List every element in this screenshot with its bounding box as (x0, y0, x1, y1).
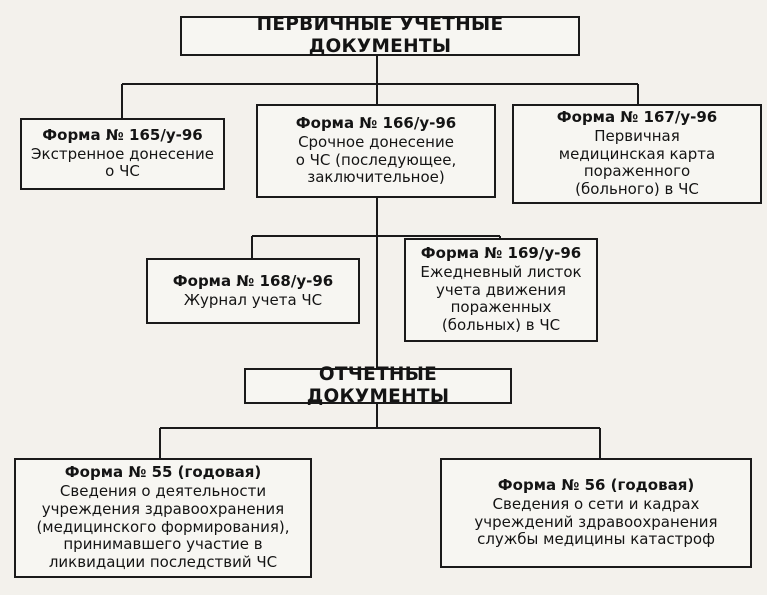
form-55-box (14, 458, 312, 578)
primary-documents-header: ПЕРВИЧНЫЕ УЧЕТНЫЕ ДОКУМЕНТЫ (180, 16, 580, 56)
form-166-description: Срочное донесение о ЧС (последующее, заключительное) (295, 132, 457, 187)
form-168-description: Журнал учета ЧС (183, 290, 323, 309)
form-56-description: Сведения о сети и кадрах учреждений здравоохранения службы медицины катастроф (474, 494, 718, 549)
form-169-number: Форма № 169/у-96 (420, 244, 582, 263)
form-56-box (440, 458, 752, 568)
form-165-description: Экстренное донесение о ЧС (31, 144, 214, 181)
form-166-number: Форма № 166/у-96 (295, 114, 457, 133)
form-165-number: Форма № 165/у-96 (42, 125, 203, 144)
form-166-box (256, 104, 496, 198)
form-55-number: Форма № 55 (годовая) (64, 463, 262, 482)
form-168-number: Форма № 168/у-96 (172, 271, 334, 290)
form-169-description: Ежедневный листок учета движения пораженных (больных) в ЧС (420, 262, 582, 335)
form-56-number: Форма № 56 (годовая) (497, 476, 695, 495)
form-168-box (146, 258, 360, 324)
form-55-description: Сведения о деятельности учреждения здравоохранения (медицинского формирования), принимавшего участие в ликвидации последствий ЧС (36, 482, 290, 571)
form-167-description: Первичная медицинская карта пораженного (больного) в ЧС (558, 126, 716, 199)
form-165-box (20, 118, 225, 190)
reporting-documents-header: ОТЧЕТНЫЕ ДОКУМЕНТЫ (244, 368, 512, 404)
form-167-number: Форма № 167/у-96 (556, 108, 718, 127)
form-167-box (512, 104, 762, 204)
form-169-box (404, 238, 598, 342)
